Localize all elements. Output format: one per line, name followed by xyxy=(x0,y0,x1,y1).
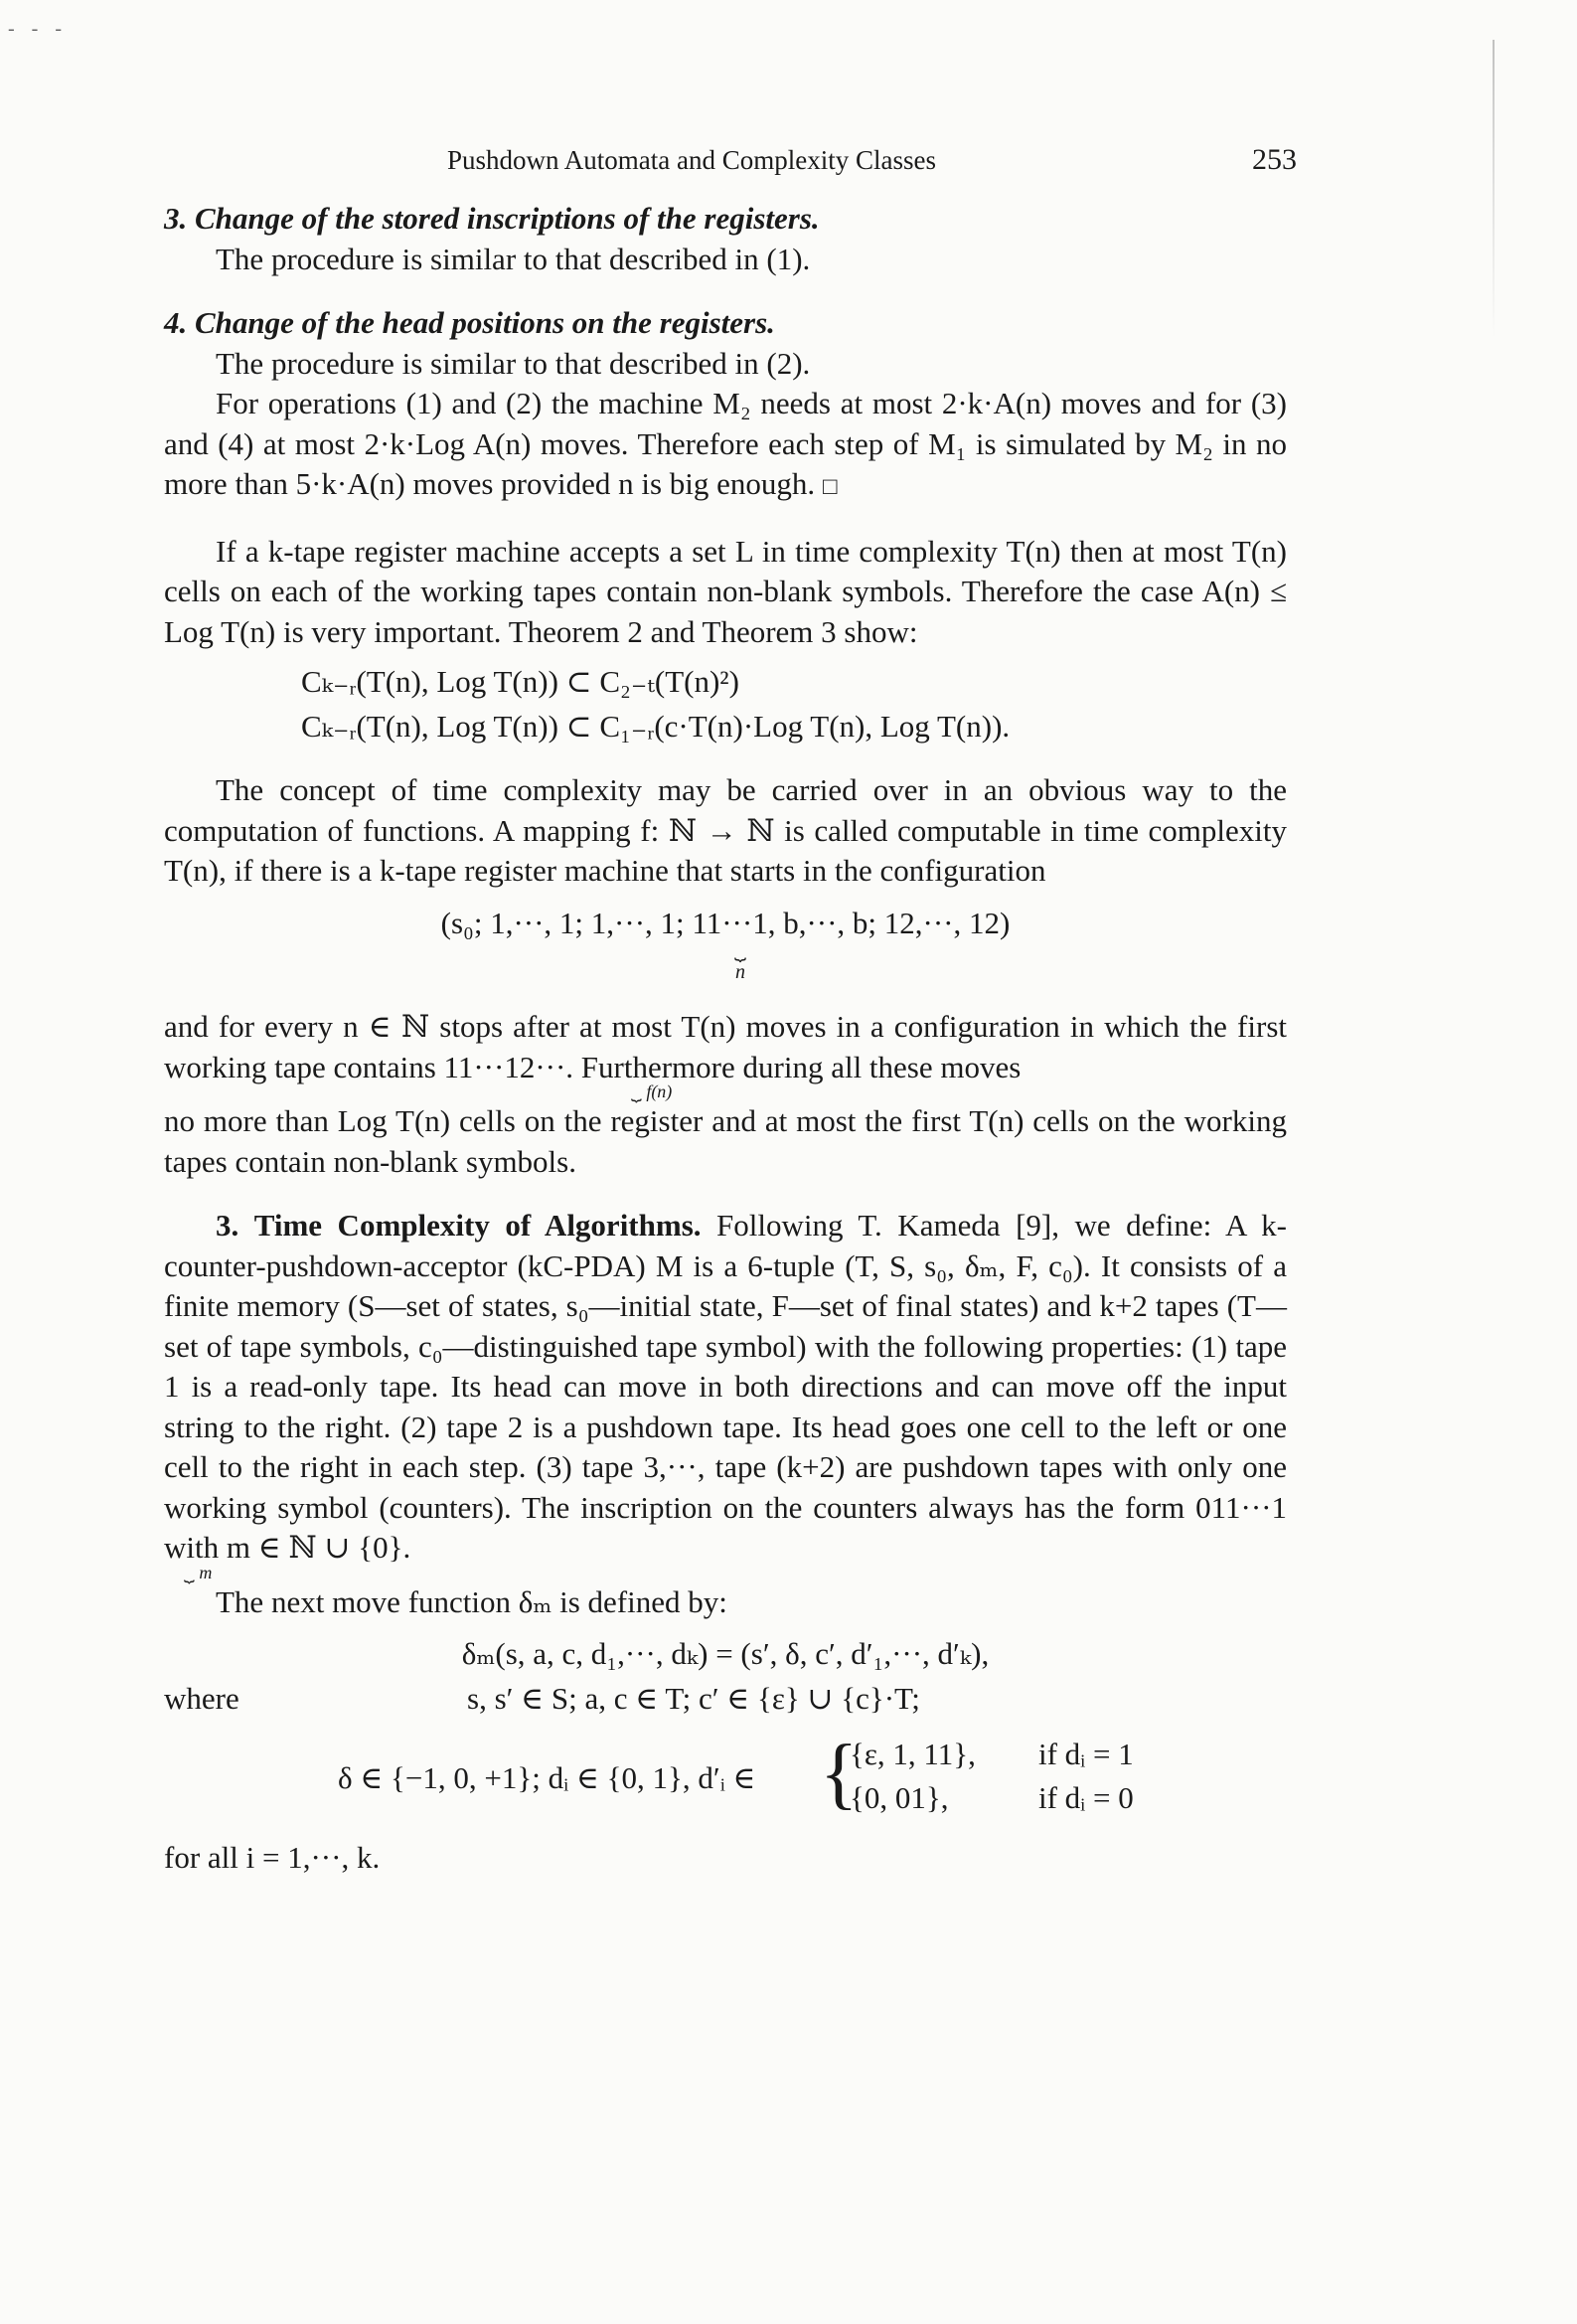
configuration-formula: (s₀; 1,···, 1; 1,···, 1; 11···1, b,···, b; 12,···, 12) xyxy=(440,905,1011,940)
section-number: 3. xyxy=(216,1208,239,1243)
section-title: Time Complexity of Algorithms. xyxy=(253,1208,702,1243)
page-header xyxy=(164,139,1297,179)
where-row xyxy=(164,1679,1287,1727)
paragraph-operations-text: For operations (1) and (2) the machine M₂ needs at most 2·k·A(n) moves and for (3) and (4) at most 2·k·Log A(n) moves. Therefore each step of M₁ is simulated by M₂ in no more than 5·k·A(n) moves provided n is big enough. xyxy=(164,386,1287,501)
item-4-title: Change of the head positions on the registers. xyxy=(195,305,775,340)
cases-brace: { xyxy=(820,1729,859,1817)
move-function-formula: δₘ(s, a, c, d₁,···, dₖ) = (s′, δ, c′, d′₁,···, d′ₖ), xyxy=(461,1636,990,1671)
qed-symbol: □ xyxy=(822,474,838,500)
configuration-brace-glyph: ⏟ xyxy=(734,939,746,961)
page-number: 253 xyxy=(1252,143,1297,176)
configuration-underbrace xyxy=(164,939,1287,983)
paragraph-concept: The concept of time complexity may be carried over in an obvious way to the computation of functions. A mapping f: ℕ → ℕ is called computable in time complexity T(n), if there is a k-tape register machine that starts in the configuration xyxy=(164,772,1287,888)
case-2-value: {0, 01}, xyxy=(850,1779,949,1815)
paragraph-ktape: If a k-tape register machine accepts a set L in time complexity T(n) then at most T(n) cells on each of the working tapes contain non-blank symbols. Therefore the case A(n) ≤ Log T(n) is very important. Theorem 2 and Theorem 3 show: xyxy=(164,533,1287,649)
item-4-body: The procedure is similar to that described in (2). xyxy=(216,345,811,381)
scan-edge-shadow xyxy=(1493,40,1495,338)
item-4-label: 4. xyxy=(164,305,188,340)
counter-brace-glyph: ⏟ xyxy=(184,1562,195,1582)
item-3-heading xyxy=(164,199,1287,240)
formula-2: Cₖ₋ᵣ(T(n), Log T(n)) ⊂ C₁₋ᵣ(c·T(n)·Log T(n), Log T(n)). xyxy=(301,708,1011,744)
delta-definition xyxy=(164,1729,1287,1824)
case-2-condition: if dᵢ = 0 xyxy=(1038,1779,1134,1815)
counter-brace-label: m xyxy=(199,1562,213,1582)
paragraph-operations xyxy=(164,384,1287,508)
item-3-title: Change of the stored inscriptions of the registers. xyxy=(195,201,820,236)
formula-1: Cₖ₋ᵣ(T(n), Log T(n)) ⊂ C₂₋ₜ(T(n)²) xyxy=(301,664,739,699)
page-body xyxy=(164,199,1287,1878)
case-1-value: {ε, 1, 11}, xyxy=(850,1736,976,1771)
paragraph-every-n: and for every n ∈ ℕ stops after at most T(n) moves in a configuration in which the first working tape contains 11···12···. Furthermore during all these moves xyxy=(164,1009,1287,1084)
case-1-condition: if dᵢ = 1 xyxy=(1038,1736,1134,1771)
for-all-line: for all i = 1,···, k. xyxy=(164,1839,381,1875)
scan-mark: ‐ ‐ ‐ xyxy=(8,18,68,40)
item-4-heading xyxy=(164,303,1287,344)
item-3-label: 3. xyxy=(164,201,188,236)
delta-left-formula: δ ∈ {−1, 0, +1}; dᵢ ∈ {0, 1}, d′ᵢ ∈ xyxy=(338,1759,756,1795)
section-body: Following T. Kameda [9], we define: A k-counter-pushdown-acceptor (kC-PDA) M is a 6-tuple (T, S, s₀, δₘ, F, c₀). It consists of a finite memory (S—set of states, s₀—initial state, F—set of final states) and k+2 tapes (T—set of tape symbols, c₀—distinguished tape symbol) with the following properties: (1) tape 1 is a read-only tape. Its head can move in both directions and can move off the input string to the right. (2) tape 2 is a pushdown tape. Its head goes one cell to the left or one cell to the right in each step. (3) tape 3,···, tape (k+2) are pushdown tapes with only one working symbol (counters). The inscription on the counters always has the form 011···1 with m ∈ ℕ ∪ {0}. xyxy=(164,1208,1287,1565)
paragraph-no-more: no more than Log T(n) cells on the register and at most the first T(n) cells on the working tapes contain non-blank symbols. xyxy=(164,1103,1287,1179)
running-head: Pushdown Automata and Complexity Classes xyxy=(447,145,936,175)
configuration-brace-label: n xyxy=(735,961,745,983)
item-3-body: The procedure is similar to that described in (1). xyxy=(216,241,811,276)
fn-brace-label: f(n) xyxy=(646,1081,673,1101)
paragraph-section-3 xyxy=(164,1206,1287,1569)
paragraph-next-move: The next move function δₘ is defined by: xyxy=(216,1583,727,1619)
fn-brace-glyph: ⏟ xyxy=(631,1081,642,1101)
where-formula: s, s′ ∈ S; a, c ∈ T; c′ ∈ {ε} ∪ {c}·T; xyxy=(467,1680,920,1716)
where-label: where xyxy=(164,1680,239,1716)
